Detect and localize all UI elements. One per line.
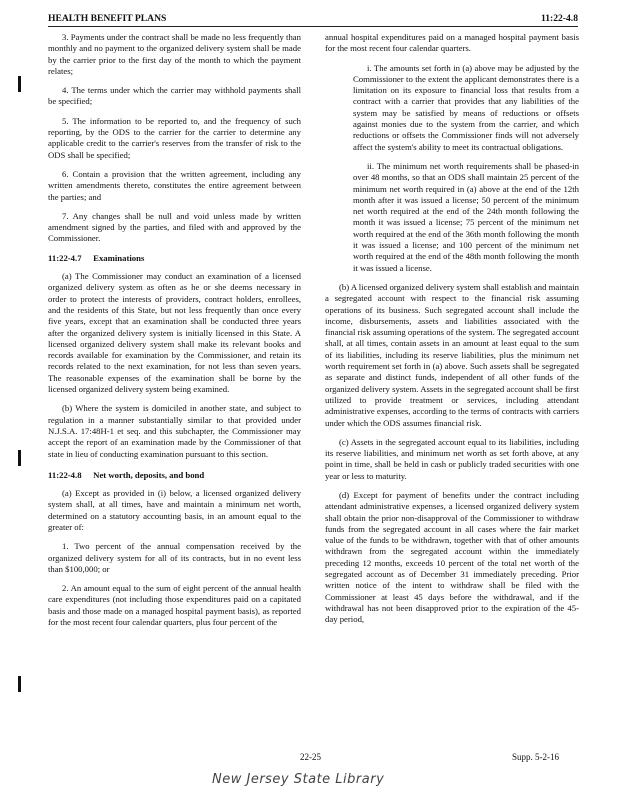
paragraph: 1. Two percent of the annual compensation received by the organized delivery system for all of its contracts, but in no event less than $100,000; or — [48, 541, 301, 574]
header-title: HEALTH BENEFIT PLANS — [48, 13, 167, 24]
section-heading — [48, 253, 301, 264]
header-section-number: 11:22-4.8 — [540, 13, 578, 24]
paragraph: 3. Payments under the contract shall be made no less frequently than monthly and no payment to the organized delivery system shall be made by the carrier prior to the first day of the month to which the payment relates; — [48, 32, 301, 76]
paragraph: 2. An amount equal to the sum of eight percent of the annual health care expenditures (not including those expenditures paid on a capitated basis and those made on a managed hospital payment basis), as reported for the most recent four calendar quarters, plus four percent of the — [48, 583, 301, 628]
section-title: Examinations — [93, 252, 145, 263]
library-stamp: New Jersey State Library — [212, 772, 385, 787]
paragraph: (a) The Commissioner may conduct an examination of a licensed organized delivery system as often as he or she deems necessary in order to protect the interests of providers, contract holders, enrollees, and the residents of this State, but not less frequently than once every five years, except that an examination shall be conducted three years after the organized delivery system is initially licensed in this State. A licensed organized delivery system shall make its relevant books and records available for examination by the Commissioner, and retain its records related to the next examination, for not less than seven years. The reasonable expenses of the examination shall be borne by the licensed organized delivery system being examined. — [48, 271, 301, 395]
paragraph: (b) Where the system is domiciled in another state, and subject to regulation in a manner substantially similar to that provided under N.J.S.A. 17:48H-1 et seq. and this subchapter, the Commissioner may accept the report of an examination made by the Commissioner of that state in lieu of conducting examination pursuant to this section. — [48, 403, 301, 459]
section-title: Net worth, deposits, and bond — [93, 469, 205, 480]
paragraph: 5. The information to be reported to, and the frequency of such reporting, by the ODS to the carrier for the carrier to determine any applicable credit to the carrier's reserves from the transfer of risk to the ODS shall be specified; — [48, 115, 301, 160]
section-number: 11:22-4.7 — [48, 252, 82, 263]
running-header — [48, 13, 578, 24]
section-heading — [48, 470, 301, 481]
section-number: 11:22-4.8 — [48, 469, 82, 480]
revision-bar — [18, 76, 21, 92]
paragraph: (b) A licensed organized delivery system shall establish and maintain a segregated account with respect to the financial risk assuming operations of its business. Such segregated account shall include the income, disbursements, assets and liabilities associated with the financial risk assuming operations of the system. The segregated account shall, at all times, contain assets in an amount at least equal to the sum of its liabilities, including its reserve liabilities, plus the minimum net worth requirement set forth in (a) above. Such assets shall be segregated as separate and distinct funds, independent of all other funds of the organized delivery system. Assets in the segregated account shall be first utilized to provide treatment or services, including attendant administrative expenses, according to the terms of contracts with carriers under which the ODS assumes financial risk. — [325, 281, 579, 428]
paragraph: 6. Contain a provision that the written agreement, including any written amendments thereto, constitutes the entire agreement between the parties; and — [48, 168, 301, 202]
left-column — [48, 32, 301, 636]
paragraph: annual hospital expenditures paid on a managed hospital payment basis for the most recent four calendar quarters. — [325, 32, 579, 54]
page-number: 22-25 — [300, 752, 321, 762]
paragraph: 7. Any changes shall be null and void unless made by written amendment signed by the parties, and filed with and approved by the Commissioner. — [48, 210, 301, 244]
paragraph: (c) Assets in the segregated account equal to its liabilities, including its reserve liabilities, and minimum net worth as set forth above, at any point in time, shall be held in cash or publicly traded securities with one year or less to maturity. — [325, 436, 579, 481]
revision-bar — [18, 676, 21, 692]
paragraph: (a) Except as provided in (i) below, a licensed organized delivery system shall, at all times, have and maintain a minimum net worth, determined on a statutory accounting basis, in an amount equal to the greater of: — [48, 488, 301, 532]
right-column — [325, 32, 579, 634]
paragraph: 4. The terms under which the carrier may withhold payments shall be specified; — [48, 85, 301, 107]
supplement-date: Supp. 5-2-16 — [512, 752, 559, 762]
paragraph: (d) Except for payment of benefits under the contract including attendant administrative expenses, a licensed organized delivery system shall obtain the prior non-disapproval of the Commissioner to withdraw funds from the segregated account in all cases where the fair market value of the funds to be withdrawn, together with that of other amounts withdrawn from the segregated account within the immediately preceding 12 months, exceeds 10 percent of the total net worth of the segregated account as of December 31 immediately preceding. Prior written notice of the intent to withdraw shall be filed with the Commissioner at least 45 days before the withdrawal, and if the withdrawal has not been disapproved prior to the expiration of the 45-day period, — [325, 489, 579, 625]
paragraph: ii. The minimum net worth requirements shall be phased-in over 48 months, so that an ODS shall maintain 25 percent of the minimum net worth required in (a) above at the end of the 12th month after it was issued a license; 50 percent of the minimum net worth required at the end of the 24th month following the month it was issued a license; 75 percent of the minimum net worth required at the end of the 36th month following the month it was issued a license; and 100 percent of the minimum net worth required at the end of the 48th month following the month it was issued a license. — [353, 160, 579, 273]
header-rule — [48, 26, 578, 27]
revision-bar — [18, 450, 21, 466]
paragraph: i. The amounts set forth in (a) above may be adjusted by the Commissioner to the extent the applicant demonstrates there is a limitation on its exposure to financial loss that results from a contract with a carrier that provides that any liabilities of the system may be satisfied by means of reductions or offsets against monies due to the system from the carrier, and which reductions or offsets the Commissioner finds will not adversely affect the system's ability to meet its contractual obligations. — [353, 62, 579, 152]
